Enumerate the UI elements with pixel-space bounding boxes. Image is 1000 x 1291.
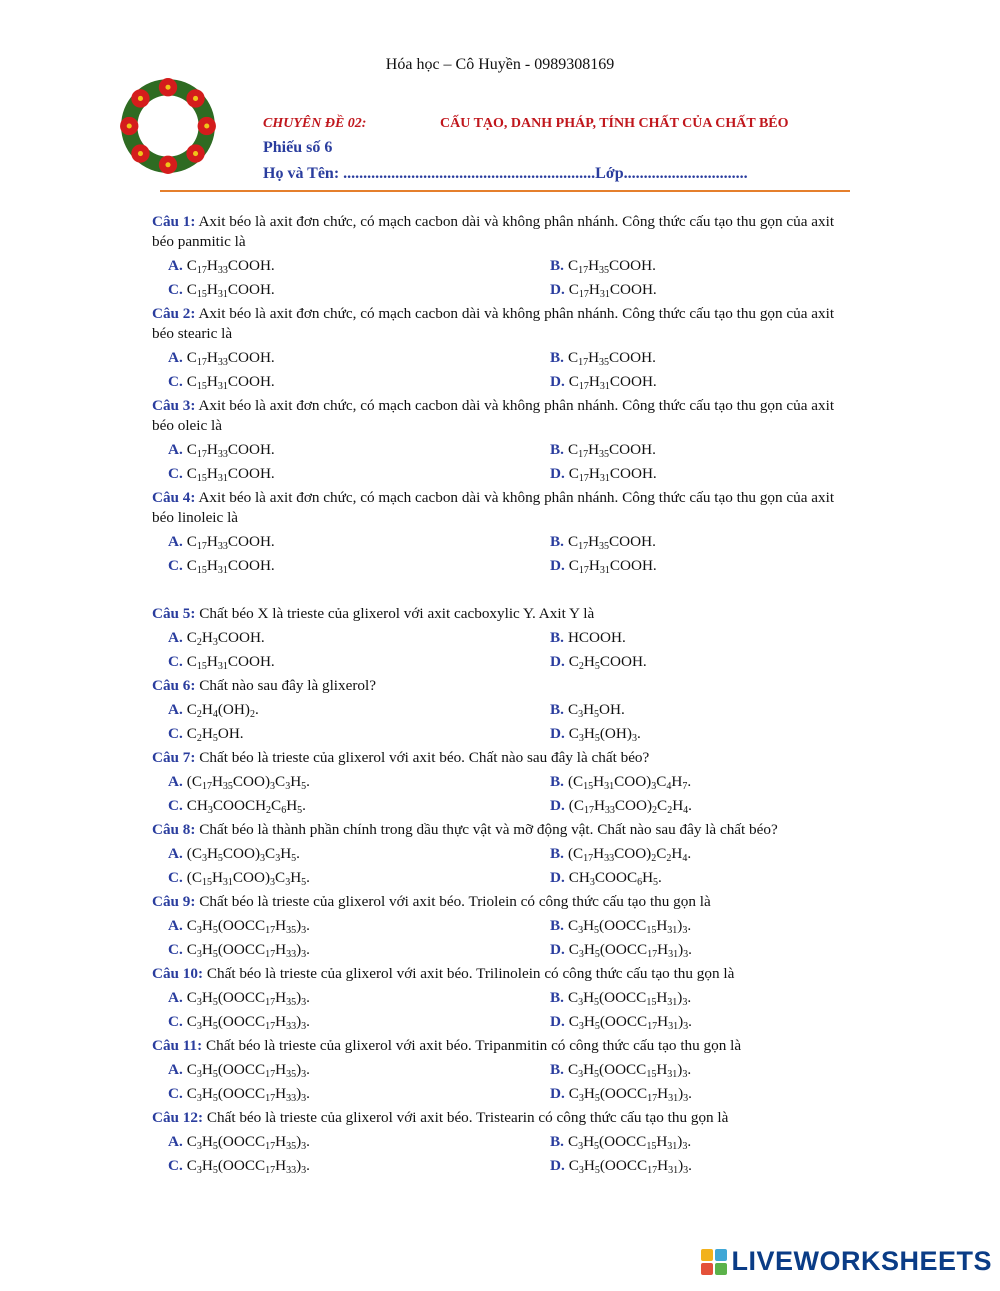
option-formula: $C_3H_5(OOCC_{17}H_{33})_3$. (186, 1085, 310, 1104)
question-number: Câu 2: (152, 305, 196, 322)
option-formula: $C_3H_5(OOCC_{15}H_{31})_3$. (567, 989, 692, 1008)
option-formula: $C_{15}H_{31}COOH$. (186, 373, 275, 392)
answer-option-c[interactable] (168, 796, 550, 816)
option-formula: $C_3H_5(OOCC_{17}H_{31})_3$. (568, 1157, 692, 1176)
answer-option-d[interactable] (550, 556, 850, 576)
option-letter: B. (550, 1061, 564, 1078)
question-10 (152, 964, 852, 984)
option-letter: C. (168, 373, 183, 390)
option-letter: A. (168, 533, 183, 550)
question-number: Câu 6: (152, 677, 196, 694)
question-1 (152, 212, 852, 252)
header-contact: Hóa học – Cô Huyền - 0989308169 (385, 56, 615, 73)
answer-option-b[interactable] (550, 700, 850, 720)
answer-option-a[interactable] (168, 532, 550, 552)
answer-option-c[interactable] (168, 724, 550, 744)
option-formula: $C_{15}H_{31}COOH$. (186, 557, 275, 576)
question-number: Câu 4: (152, 489, 196, 506)
answer-option-c[interactable] (168, 556, 550, 576)
answer-option-a[interactable] (168, 1060, 550, 1080)
option-letter: A. (168, 989, 183, 1006)
option-letter: B. (550, 845, 564, 862)
answer-option-b[interactable] (550, 772, 850, 792)
option-letter: B. (550, 701, 564, 718)
answer-option-c[interactable] (168, 940, 550, 960)
answer-option-a[interactable] (168, 628, 550, 648)
option-letter: C. (168, 725, 183, 742)
option-formula: $C_3H_5(OOCC_{17}H_{31})_3$. (568, 1085, 692, 1104)
option-letter: C. (168, 941, 183, 958)
option-letter: D. (550, 373, 565, 390)
option-formula: $C_{17}H_{33}COOH$. (186, 441, 275, 460)
option-letter: D. (550, 1085, 565, 1102)
question-number: Câu 7: (152, 749, 196, 766)
option-formula: $C_3H_5(OOCC_{17}H_{33})_3$. (186, 941, 310, 960)
question-number: Câu 8: (152, 821, 196, 838)
option-formula: $C_{17}H_{35}COOH$. (567, 349, 656, 368)
question-number: Câu 11: (152, 1037, 203, 1054)
option-letter: C. (168, 281, 183, 298)
topic-title: CẤU TẠO, DANH PHÁP, TÍNH CHẤT CỦA CHẤT BÉO (440, 116, 789, 131)
option-letter: A. (168, 441, 183, 458)
answer-option-c[interactable] (168, 1012, 550, 1032)
liveworksheets-logo (701, 1246, 992, 1277)
answer-option-b[interactable] (550, 1132, 850, 1152)
answer-option-d[interactable] (550, 1012, 850, 1032)
option-letter: D. (550, 653, 565, 670)
answer-option-a[interactable] (168, 844, 550, 864)
question-8 (152, 820, 852, 840)
option-formula: $C_3H_5(OOCC_{15}H_{31})_3$. (567, 1061, 692, 1080)
option-letter: B. (550, 629, 564, 646)
answer-option-d[interactable] (550, 940, 850, 960)
sheet-number: Phiếu số 6 (263, 139, 333, 156)
option-letter: D. (550, 869, 565, 886)
question-text: Chất béo X là trieste của glixerol với axit cacboxylic Y. Axit Y là (199, 605, 595, 622)
answer-option-b[interactable] (550, 440, 850, 460)
answer-option-b[interactable] (550, 988, 850, 1008)
option-formula: $C_3H_5(OOCC_{17}H_{35})_3$. (186, 1133, 310, 1152)
question-list (152, 212, 852, 1180)
question-5 (152, 604, 852, 624)
answer-options (152, 988, 852, 1032)
answer-option-c[interactable] (168, 1156, 550, 1176)
option-formula: $C_{17}H_{31}COOH$. (568, 373, 657, 392)
answer-option-d[interactable] (550, 464, 850, 484)
option-formula: $C_3H_5(OOCC_{17}H_{35})_3$. (186, 1061, 310, 1080)
answer-option-c[interactable] (168, 280, 550, 300)
option-letter: C. (168, 797, 183, 814)
option-letter: D. (550, 725, 565, 742)
answer-options (152, 844, 852, 888)
option-formula: $(C_{15}H_{31}COO)_3C_3H_5$. (186, 869, 310, 888)
option-formula: $(C_{17}H_{33}COO)_2C_2H_4$. (568, 797, 692, 816)
option-formula: $C_2H_5OH$. (186, 725, 244, 744)
option-formula: $C_3H_5(OOCC_{17}H_{31})_3$. (568, 1013, 692, 1032)
option-letter: C. (168, 1013, 183, 1030)
option-letter: A. (168, 701, 183, 718)
answer-option-d[interactable] (550, 724, 850, 744)
option-letter: B. (550, 257, 564, 274)
option-formula: $C_{17}H_{35}COOH$. (567, 441, 656, 460)
option-letter: C. (168, 869, 183, 886)
option-formula: $C_{15}H_{31}COOH$. (186, 653, 275, 672)
answer-option-a[interactable] (168, 348, 550, 368)
answer-option-c[interactable] (168, 1084, 550, 1104)
option-formula: $C_{17}H_{33}COOH$. (186, 257, 275, 276)
option-formula: $C_{17}H_{31}COOH$. (568, 281, 657, 300)
answer-option-a[interactable] (168, 772, 550, 792)
option-formula: $C_3H_5(OOCC_{17}H_{33})_3$. (186, 1013, 310, 1032)
answer-options (152, 532, 852, 576)
answer-option-a[interactable] (168, 256, 550, 276)
question-text: Chất béo là trieste của glixerol với axit béo. Triolein có công thức cấu tạo thu gọn là (199, 893, 711, 910)
question-number: Câu 1: (152, 213, 196, 230)
option-formula: $(C_{15}H_{31}COO)_3C_4H_7$. (567, 773, 692, 792)
question-text: Axit béo là axit đơn chức, có mạch cacbon dài và không phân nhánh. Công thức cấu tạo thu gọn của axit béo panmitic là (152, 213, 838, 250)
question-3 (152, 396, 852, 436)
answer-option-a[interactable] (168, 988, 550, 1008)
question-text: Chất béo là trieste của glixerol với axit béo. Chất nào sau đây là chất béo? (199, 749, 650, 766)
option-formula: $C_{17}H_{31}COOH$. (568, 557, 657, 576)
answer-option-d[interactable] (550, 372, 850, 392)
option-letter: D. (550, 1013, 565, 1030)
option-formula: $C_3H_5(OOCC_{17}H_{35})_3$. (186, 989, 310, 1008)
question-text: Chất béo là trieste của glixerol với axit béo. Trilinolein có công thức cấu tạo thu gọn là (206, 965, 735, 982)
answer-option-d[interactable] (550, 652, 850, 672)
answer-options (152, 700, 852, 744)
option-formula: $C_{15}H_{31}COOH$. (186, 281, 275, 300)
answer-options (152, 440, 852, 484)
question-4 (152, 488, 852, 528)
answer-options (152, 1132, 852, 1176)
option-formula: $C_3H_5(OOCC_{17}H_{33})_3$. (186, 1157, 310, 1176)
name-class-line[interactable]: Họ và Tên: ...............................................................Lớp............................... (263, 165, 748, 182)
option-formula: $C_{17}H_{31}COOH$. (568, 465, 657, 484)
question-text: Chất béo là thành phần chính trong dầu thực vật và mỡ động vật. Chất nào sau đây là chất béo? (199, 821, 778, 838)
option-letter: B. (550, 441, 564, 458)
answer-option-d[interactable] (550, 868, 850, 888)
question-6 (152, 676, 852, 696)
option-formula: $C_3H_5(OOCC_{17}H_{35})_3$. (186, 917, 310, 936)
option-letter: C. (168, 653, 183, 670)
answer-option-b[interactable] (550, 916, 850, 936)
option-formula: $C_{15}H_{31}COOH$. (186, 465, 275, 484)
option-letter: A. (168, 257, 183, 274)
option-letter: A. (168, 773, 183, 790)
option-formula: $C_3H_5(OOCC_{15}H_{31})_3$. (567, 1133, 692, 1152)
option-formula: $C_3H_5(OOCC_{17}H_{31})_3$. (568, 941, 692, 960)
option-letter: B. (550, 917, 564, 934)
question-number: Câu 10: (152, 965, 204, 982)
christmas-wreath-icon (117, 75, 219, 177)
liveworksheets-brand: LIVEWORKSHEETS (731, 1246, 992, 1276)
question-number: Câu 12: (152, 1109, 204, 1126)
option-letter: B. (550, 773, 564, 790)
option-formula: $(C_{17}H_{35}COO)_3C_3H_5$. (186, 773, 310, 792)
option-formula: $C_2H_3COOH$. (186, 629, 265, 648)
option-formula: $(C_{17}H_{33}COO)_2C_2H_4$. (567, 845, 692, 864)
answer-option-b[interactable] (550, 256, 850, 276)
question-number: Câu 3: (152, 397, 196, 414)
option-formula: $CH_3COOCH_2C_6H_5$. (186, 797, 306, 816)
answer-option-c[interactable] (168, 868, 550, 888)
answer-options (152, 256, 852, 300)
option-formula: $C_3H_5(OOCC_{15}H_{31})_3$. (567, 917, 692, 936)
answer-options (152, 628, 852, 672)
question-11 (152, 1036, 852, 1056)
option-formula: $C_2H_4(OH)_2$. (186, 701, 259, 720)
answer-option-a[interactable] (168, 1132, 550, 1152)
answer-option-c[interactable] (168, 652, 550, 672)
option-letter: A. (168, 1133, 183, 1150)
option-letter: C. (168, 465, 183, 482)
option-formula: $C_{17}H_{35}COOH$. (567, 533, 656, 552)
option-formula: $C_{17}H_{35}COOH$. (567, 257, 656, 276)
question-number: Câu 5: (152, 605, 196, 622)
option-formula: $CH_3COOC_6H_5$. (568, 869, 662, 888)
answer-options (152, 916, 852, 960)
option-formula: $C_3H_5OH$. (567, 701, 625, 720)
answer-option-c[interactable] (168, 372, 550, 392)
option-formula: $C_{17}H_{33}COOH$. (186, 533, 275, 552)
option-letter: A. (168, 917, 183, 934)
option-letter: B. (550, 989, 564, 1006)
question-12 (152, 1108, 852, 1128)
answer-option-a[interactable] (168, 700, 550, 720)
question-text: Axit béo là axit đơn chức, có mạch cacbon dài và không phân nhánh. Công thức cấu tạo thu gọn của axit béo stearic là (152, 305, 838, 342)
option-letter: A. (168, 1061, 183, 1078)
question-number: Câu 9: (152, 893, 196, 910)
liveworksheets-logo-icon (701, 1249, 727, 1275)
option-letter: C. (168, 1157, 183, 1174)
answer-option-d[interactable] (550, 1156, 850, 1176)
answer-options (152, 1060, 852, 1104)
option-letter: D. (550, 1157, 565, 1174)
option-letter: D. (550, 797, 565, 814)
question-9 (152, 892, 852, 912)
question-2 (152, 304, 852, 344)
option-letter: D. (550, 557, 565, 574)
answer-option-d[interactable] (550, 280, 850, 300)
answer-option-d[interactable] (550, 1084, 850, 1104)
option-letter: B. (550, 349, 564, 366)
option-letter: B. (550, 533, 564, 550)
option-letter: D. (550, 941, 565, 958)
answer-option-b[interactable] (550, 348, 850, 368)
option-letter: C. (168, 557, 183, 574)
option-letter: A. (168, 629, 183, 646)
answer-option-d[interactable] (550, 796, 850, 816)
option-formula: $C_3H_5(OH)_3$. (568, 725, 641, 744)
header-divider (160, 190, 850, 192)
spacer (152, 580, 852, 604)
option-formula: $C_{17}H_{33}COOH$. (186, 349, 275, 368)
option-formula: $C_2H_5COOH$. (568, 653, 647, 672)
question-text: Chất béo là trieste của glixerol với axit béo. Tripanmitin có công thức cấu tạo thu gọn là (206, 1037, 742, 1054)
option-letter: D. (550, 281, 565, 298)
option-letter: D. (550, 465, 565, 482)
question-text: Axit béo là axit đơn chức, có mạch cacbon dài và không phân nhánh. Công thức cấu tạo thu gọn của axit béo oleic là (152, 397, 838, 434)
option-letter: B. (550, 1133, 564, 1150)
answer-options (152, 348, 852, 392)
answer-option-b[interactable] (550, 844, 850, 864)
answer-option-b[interactable] (550, 628, 850, 648)
option-formula: $(C_3H_5COO)_3C_3H_5$. (186, 845, 300, 864)
option-letter: C. (168, 1085, 183, 1102)
answer-options (152, 772, 852, 816)
option-letter: A. (168, 349, 183, 366)
topic-label: CHUYÊN ĐỀ 02: (263, 116, 367, 131)
question-text: Chất nào sau đây là glixerol? (199, 677, 376, 694)
question-text: Axit béo là axit đơn chức, có mạch cacbon dài và không phân nhánh. Công thức cấu tạo thu gọn của axit béo linoleic là (152, 489, 838, 526)
answer-option-b[interactable] (550, 532, 850, 552)
answer-option-a[interactable] (168, 440, 550, 460)
answer-option-a[interactable] (168, 916, 550, 936)
question-7 (152, 748, 852, 768)
answer-option-b[interactable] (550, 1060, 850, 1080)
option-letter: A. (168, 845, 183, 862)
question-text: Chất béo là trieste của glixerol với axit béo. Tristearin có công thức cấu tạo thu gọn là (206, 1109, 729, 1126)
option-formula: HCOOH. (567, 629, 626, 646)
answer-option-c[interactable] (168, 464, 550, 484)
